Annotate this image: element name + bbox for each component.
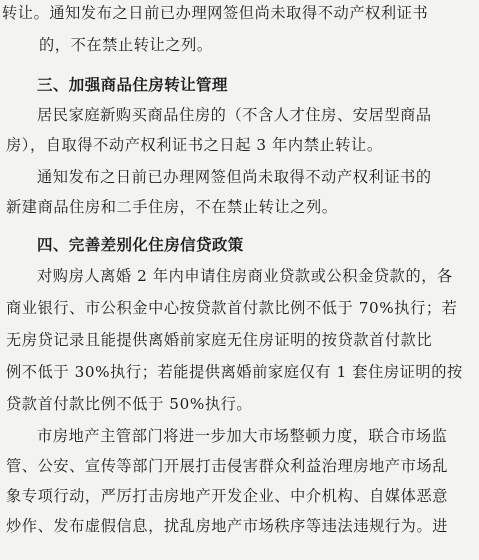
section-heading-4: 四、完善差别化住房信贷政策 — [37, 236, 244, 254]
section-heading-3: 三、加强商品住房转让管理 — [37, 76, 228, 94]
paragraph-line: 通知发布之日前已办理网签但尚未取得不动产权利证书的 — [37, 168, 432, 186]
paragraph-line: 管、公安、宣传等部门开展打击侵害群众利益治理房地产市场乱 — [6, 457, 449, 475]
paragraph-line: 商业银行、市公积金中心按贷款首付款比例不低于 70%执行；若 — [6, 299, 458, 317]
paragraph-line: 市房地产主管部门将进一步加大市场整顿力度，联合市场监 — [37, 427, 448, 445]
paragraph-line: 无房贷记录且能提供离婚前家庭无住房证明的按贷款首付款比 — [6, 331, 433, 349]
paragraph-line: 新建商品住房和二手住房，不在禁止转让之列。 — [6, 198, 338, 216]
paragraph-line: 象专项行动，严厉打击房地产开发企业、中介机构、自媒体恶意 — [6, 487, 449, 505]
paragraph-line: 房），自取得不动产权利证书之日起 3 年内禁止转让。 — [6, 136, 383, 154]
paragraph-line: 的，不在禁止转让之列。 — [39, 36, 213, 54]
paragraph-line: 转让。通知发布之日前已办理网签但尚未取得不动产权利证书 — [2, 4, 429, 22]
paragraph-line: 贷款首付款比例不低于 50%执行。 — [6, 395, 253, 413]
paragraph-line: 对购房人离婚 2 年内申请住房商业贷款或公积金贷款的，各 — [37, 267, 453, 285]
paragraph-line: 炒作、发布虚假信息，扰乱房地产市场秩序等违法违规行为。进 — [6, 517, 449, 535]
paragraph-line: 例不低于 30%执行；若能提供离婚前家庭仅有 1 套住房证明的按 — [6, 363, 463, 381]
paragraph-line: 居民家庭新购买商品住房的（不含人才住房、安居型商品 — [37, 106, 432, 124]
